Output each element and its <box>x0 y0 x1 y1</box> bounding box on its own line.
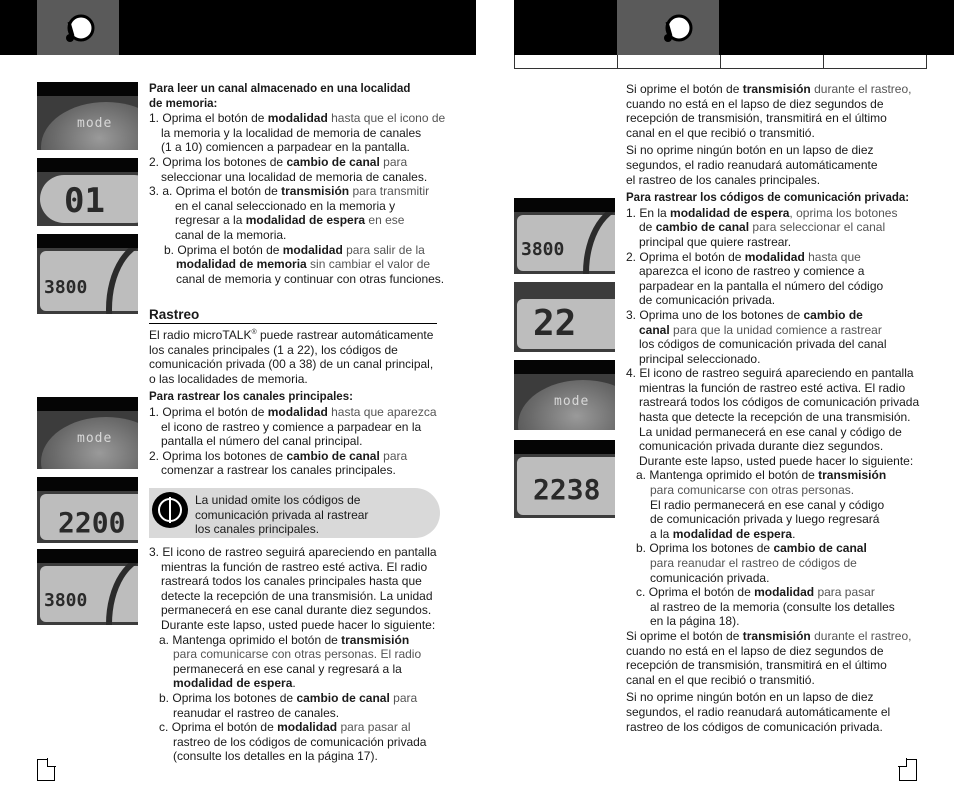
thumb-memory-01: 01 <box>37 158 138 226</box>
right-column: Si oprime el botón de transmisión durante el rastreo, cuando no está en el lapso de diez segundos de recepción de transmisión, transmitirá en el último canal en el que recibió o transmitió. Si no oprime ningún botón en un lapso de diez segundos, el radio reanudará automáticamente el rastreo de los canales principales. Para rastrear los códigos de comunicación privada: 1. En la modalidad de espera, oprima los botones de cambio de canal para seleccionar el canal principal que quiere rastrear. 2. Oprima el botón de modalidad hasta que aparezca el icono de rastreo y comience a parpadear en la pantalla el número del código de comunicación privada. 3. Oprima uno de los botones de cambio de canal para que la unidad comience a rastrear los códigos de comunicación privada del canal principal seleccionado. 4. El icono de rastreo seguirá apareciendo en pantalla mientras la función de rastreo esté activa. El radio rastreará todos los códigos de comunicación privada hasta que detecte la recepción de una transmisión. La unidad permanecerá en ese canal y código de comunicación privada durante diez segundos. Durante este lapso, usted puede hacer lo siguiente: a. Mantenga oprimido el botón de transmisión para comunicarse con otras personas. El radio permanecerá en ese canal y código de comunicación privada y luego regresará a la modalidad de espera. b. Oprima los botones de cambio de canal para reanudar el rastreo de códigos de comunicación privada. c. Oprima el botón de modalidad para pasar al rastreo de la memoria (consulte los detalles en la página 18). Si oprime el botón de transmisión durante el rastreo, cuando no está en el lapso de diez segundos de recepción de transmisión, transmitirá en el último canal en el que recibió o transmitió. Si no oprime ningún botón en un lapso de diez segundos, el radio reanudará automáticamente el rastreo de los códigos de comunicación privada. <box>626 82 920 734</box>
page-corner-icon <box>37 759 55 781</box>
radio-book-icon <box>661 14 695 44</box>
thumb-mode-1: mode <box>37 82 138 150</box>
thumb-mode-2: mode <box>37 397 138 469</box>
rastreo-section: El radio microTALK® puede rastrear automáticamente los canales principales (1 a 22), los códigos de comunicación privada (00 a 38) de un canal principal, o las localidades de memoria. Para rastrear los canales principales: 1. Oprima el botón de modalidad hasta que aparezca el icono de rastreo y comience a parpadear en la pantalla el número del canal principal. 2. Oprima los botones de cambio de canal para comenzar a rastrear los canales principales. <box>149 328 437 478</box>
right-header-tab <box>617 0 719 55</box>
thumb-lcd-3800-2: 3800 <box>37 549 138 625</box>
left-header-tab <box>37 0 119 55</box>
thumb-right-mode: mode <box>514 360 615 430</box>
right-header-bar <box>514 0 954 55</box>
tip-icon <box>152 492 188 528</box>
rastreo-heading: Rastreo <box>149 307 437 324</box>
thumb-lcd-3800-1: 3800 <box>37 234 138 314</box>
memory-section: Para leer un canal almacenado en una localidad de memoria: 1. Oprima el botón de modalidad hasta que el icono de la memoria y la localidad de memoria de canales (1 a 10) comiencen a parpadear en la pantalla. 2. Oprima los botones de cambio de canal para seleccionar una localidad de memoria de canales. 3. a. Oprima el botón de transmisión para transmitir en el canal seleccionado en la memoria y regresar a la modalidad de espera en ese canal de la memoria. b. Oprima el botón de modalidad para salir de la modalidad de memoria sin cambiar el valor de canal de memoria y continuar con otras funciones. <box>149 83 446 286</box>
thumb-lcd-2200: 2200 <box>37 477 138 543</box>
right-header-boxes <box>514 55 927 69</box>
thumb-right-lcd-22: 22 <box>514 282 615 352</box>
tip-text: La unidad omite los códigos de comunicación privada al rastrear los canales principales. <box>195 493 369 537</box>
tip-note <box>149 488 440 538</box>
radio-book-icon <box>63 14 97 44</box>
thumb-right-lcd-3800: 3800 <box>514 198 615 274</box>
rastreo-steps: 3. El icono de rastreo seguirá apareciendo en pantalla mientras la función de rastreo esté activa. El radio rastreará todos los canales principales hasta que detecte la recepción de una transmisión. La unidad permanecerá en ese canal durante diez segundos. Durante este lapso, usted puede hacer lo siguiente: a. Mantenga oprimido el botón de transmisión para comunicarse con otras personas. El radio permanecerá en ese canal y regresará a la modalidad de espera. b. Oprima los botones de cambio de canal para reanudar el rastreo de canales. c. Oprima el botón de modalidad para pasar al rastreo de los códigos de comunicación privada (consulte los detalles en la página 17). <box>149 545 437 764</box>
page-corner-icon <box>899 759 917 781</box>
thumb-right-lcd-2238: 2238 <box>514 440 615 518</box>
